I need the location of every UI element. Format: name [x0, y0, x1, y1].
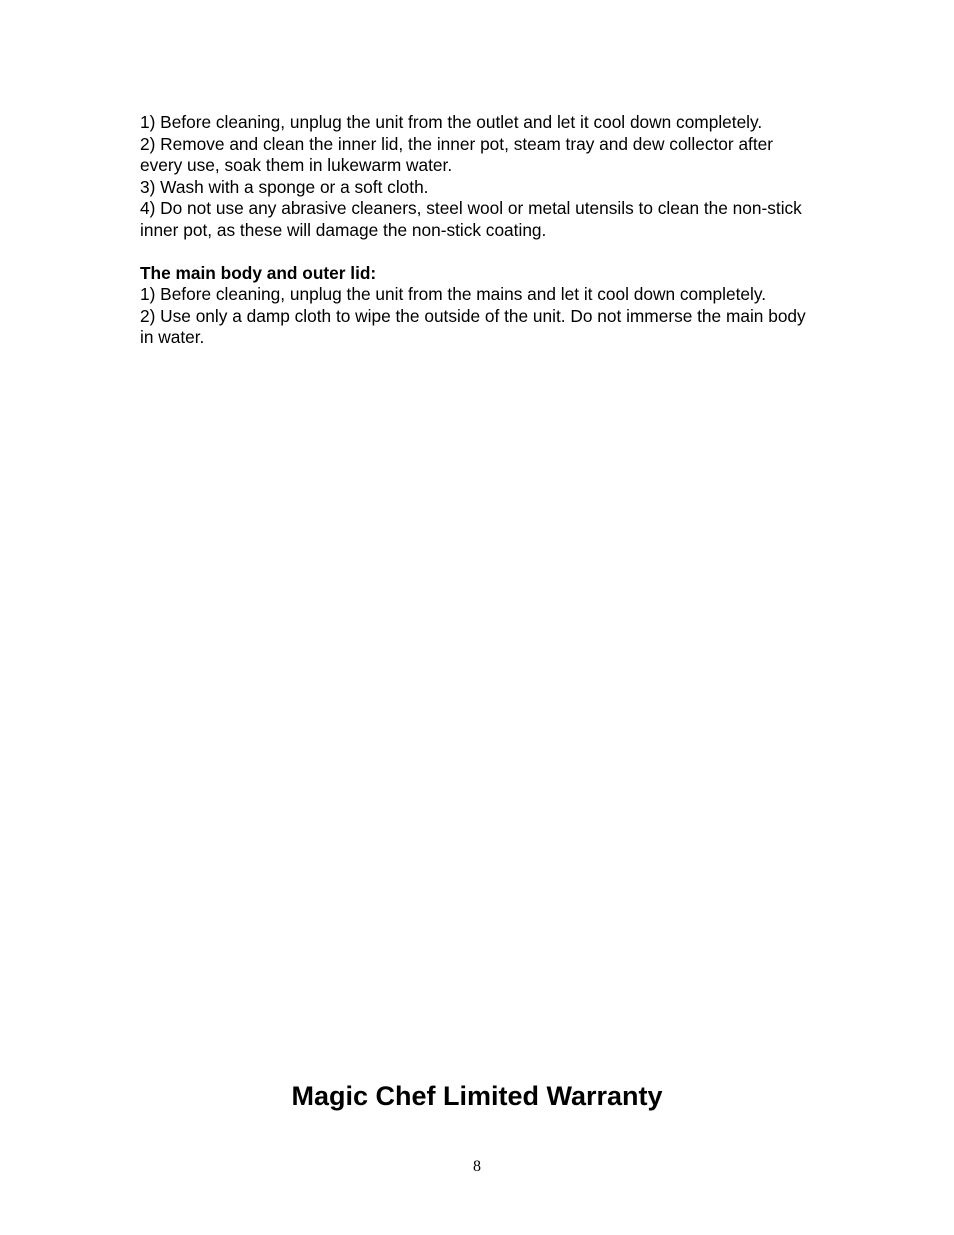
page-number: 8 [473, 1158, 481, 1175]
inner-parts-step-2: 2) Remove and clean the inner lid, the inner pot, steam tray and dew collector after every use, soak them in lukewarm water. [140, 133, 774, 175]
inner-parts-step-1: 1) Before cleaning, unplug the unit from the outlet and let it cool down completely. [140, 112, 763, 132]
main-body-step-2: 2) Use only a damp cloth to wipe the outside of the unit. Do not immerse the main body in water. [140, 305, 806, 347]
inner-parts-step-4: 4) Do not use any abrasive cleaners, steel wool or metal utensils to clean the non-stick inner pot, as these will damage the non-stick coating. [140, 198, 802, 240]
inner-parts-step-3: 3) Wash with a sponge or a soft cloth. [140, 176, 429, 197]
warranty-title: Magic Chef Limited Warranty [291, 1081, 663, 1111]
main-body-heading: The main body and outer lid: [140, 262, 377, 283]
main-body-step-1: 1) Before cleaning, unplug the unit from the mains and let it cool down completely. [140, 284, 766, 304]
cleaning-instructions [140, 112, 820, 349]
paragraph-spacer [140, 241, 820, 263]
